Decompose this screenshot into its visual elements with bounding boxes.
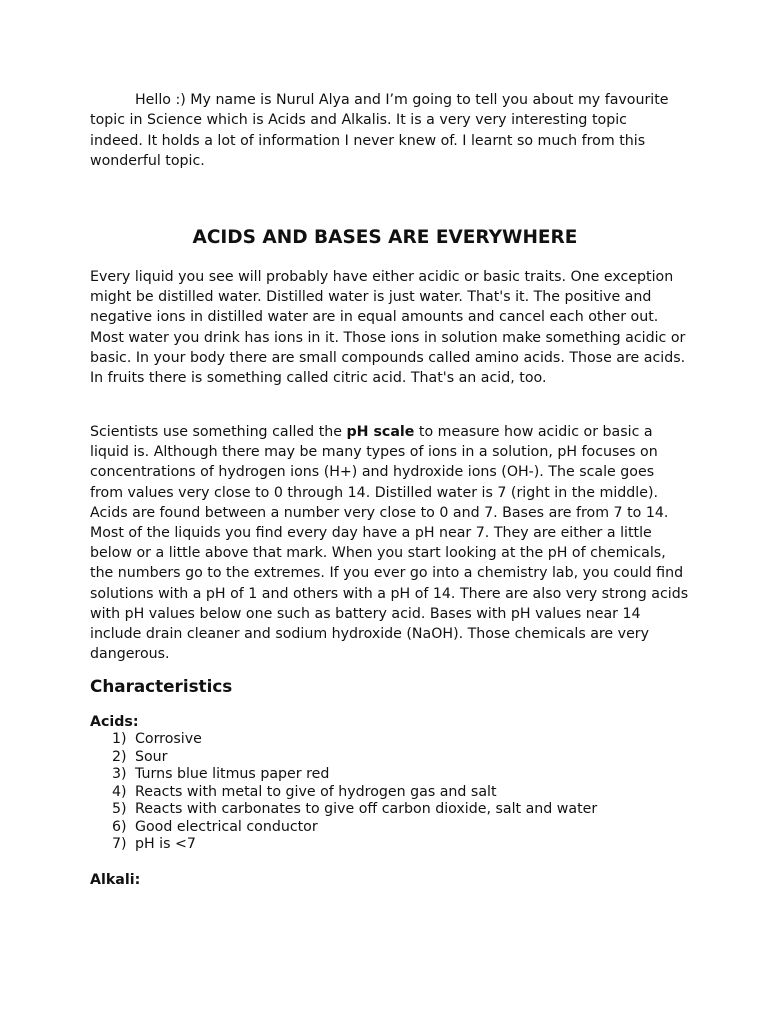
list-text: Reacts with carbonates to give off carbon dioxide, salt and water [135,801,598,817]
paragraph-2 [90,422,690,664]
list-text: Sour [135,748,168,765]
list-item [90,731,597,749]
list-item [90,749,597,767]
ph-scale-term: pH scale [346,424,415,440]
list-text: Reacts with metal to give of hydrogen gas and salt [135,783,497,800]
list-item [90,819,597,837]
list-number: 2) [112,748,127,765]
paragraph-2-before: Scientists use something called the [90,424,347,440]
list-number: 6) [112,818,127,835]
list-number: 7) [112,836,127,852]
list-item [90,766,597,784]
characteristics-heading: Characteristics [90,676,233,696]
list-number: 1) [112,731,127,747]
list-number: 3) [112,766,127,782]
list-text: pH is <7 [135,836,196,852]
list-text: Corrosive [135,731,202,747]
page-title: ACIDS AND BASES ARE EVERYWHERE [192,227,578,248]
list-text: Good electrical conductor [135,818,318,835]
acids-list [90,731,597,854]
list-item [90,801,597,819]
paragraph-1: Every liquid you see will probably have either acidic or basic traits. One exception might be distilled water. Distilled water is just water. That's it. The positive and negative ions in distilled water are in equal amounts and cancel each other out. Most water you drink has ions in it. Those ions in solution make something acidic or basic. In your body there are small compounds called amino acids. Those are acids. In fruits there is something called citric acid. That's an acid, too. [90,269,686,387]
list-item [90,836,597,854]
list-number: 4) [112,783,127,800]
paragraph-2-after: to measure how acidic or basic a liquid is. Although there may be many types of ions in a solution, pH focuses on concentrations of hydrogen ions (H+) and hydroxide ions (OH-). The scale goes from values very close to 0 through 14. Distilled water is 7 (right in the middle). Acids are found between a number very close to 0 and 7. Bases are from 7 to 14. Most of the liquids you find every day have a pH near 7. They are either a little below or a little above that mark. When you start looking at the pH of chemicals, the numbers go to the extremes. If you ever go into a chemistry lab, you could find solutions with a pH of 1 and others with a pH of 14. There are also very strong acids with pH values below one such as battery acid. Bases with pH values near 14 include drain cleaner and sodium hydroxide (NaOH). Those chemicals are very dangerous. [90,424,689,663]
alkali-label: Alkali: [90,872,141,888]
intro-text: Hello :) My name is Nurul Alya and I’m going to tell you about my favourite topic in Science which is Acids and Alkalis. It is a very very interesting topic indeed. It holds a lot of information I never knew of. I learnt so much from this wonderful topic. [90,92,669,169]
list-number: 5) [112,801,127,817]
list-text: Turns blue litmus paper red [135,766,330,782]
acids-label: Acids: [90,714,139,730]
intro-paragraph [90,90,680,171]
list-item [90,784,597,802]
